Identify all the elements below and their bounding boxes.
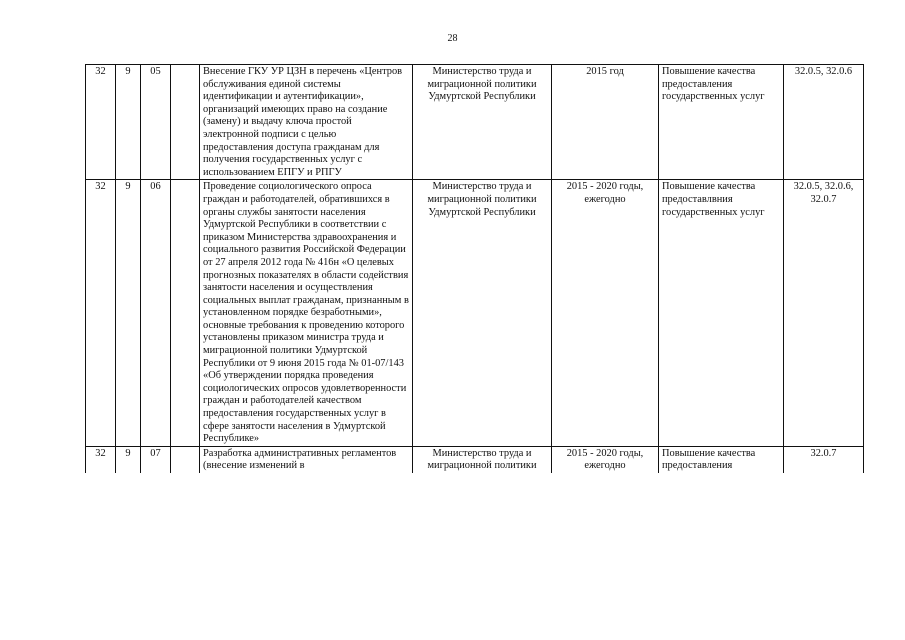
description-cell: Внесение ГКУ УР ЦЗН в перечень «Центров обслуживания единой системы идентификации и аутентификации», организаций имеющих право на создание (замену) и выдачу ключа простой электронной подписи с целью предоставления доступа гражданам для получения государственных услуг с использованием ЕПГУ и РПГУ — [200, 65, 413, 180]
code-extra-cell — [171, 180, 200, 446]
period-cell — [552, 446, 659, 473]
program-table — [85, 64, 864, 473]
code-measure-text: 07 — [150, 447, 161, 459]
result-cell: Повышение качества предоставлвния государственных услуг — [659, 180, 784, 446]
period-cell: 2015 - 2020 годы, ежегодно — [552, 180, 659, 446]
responsible-cell: Министерство труда и миграционной политики Удмуртской Республики — [413, 180, 552, 446]
period-cell: 2015 год — [552, 65, 659, 180]
code-subprogram-cell: 9 — [116, 180, 141, 446]
description-cell — [200, 446, 413, 473]
code-measure-cell: 06 — [141, 180, 171, 446]
responsible-text: Министерство труда и миграционной политики — [427, 447, 537, 472]
code-subprogram-cell — [116, 446, 141, 473]
code-extra-cell — [171, 65, 200, 180]
description-cell: Проведение социологического опроса граждан и работодателей, обратившихся в органы службы занятости населения Удмуртской Республики в соответствии с приказом Министерства здравоохранения и социального развития Российской Федерации от 27 апреля 2012 года № 416н «О целевых прогнозных показателях в области содействия занятости населения и осуществления социальных выплат гражданам, признанным в установленном порядке безработными», основные требования к проведению которого установлены приказом министра труда и миграционной политики Удмуртской Республики от 9 июня 2015 года № 01-07/143 «Об утверждении порядка проведения социологических опросов удовлетворенности граждан и работодателей качеством предоставления государственных услуг в сфере занятости населения в Удмуртской Республике» — [200, 180, 413, 446]
period-text: 2015 - 2020 годы, ежегодно — [566, 447, 644, 472]
code-program-text: 32 — [95, 447, 106, 459]
code-extra-cell — [171, 446, 200, 473]
page-number: 28 — [447, 33, 458, 44]
result-cell: Повышение качества предоставления государственных услуг — [659, 65, 784, 180]
responsible-cell: Министерство труда и миграционной политики Удмуртской Республики — [413, 65, 552, 180]
indicators-cell: 32.0.5, 32.0.6, 32.0.7 — [784, 180, 864, 446]
responsible-cell — [413, 446, 552, 473]
table-row — [86, 446, 864, 473]
code-subprogram-cell: 9 — [116, 65, 141, 180]
code-program-cell: 32 — [86, 65, 116, 180]
code-program-cell — [86, 446, 116, 473]
description-text: Разработка административных регламентов (внесение изменений в — [203, 447, 397, 472]
indicators-text: 32.0.7 — [810, 447, 837, 459]
code-subprogram-text: 9 — [125, 447, 131, 459]
indicators-cell: 32.0.5, 32.0.6 — [784, 65, 864, 180]
code-measure-cell: 05 — [141, 65, 171, 180]
table-row — [86, 180, 864, 446]
code-measure-cell — [141, 446, 171, 473]
result-text: Повышение качества предоставления — [662, 447, 756, 472]
indicators-cell — [784, 446, 864, 473]
code-program-cell: 32 — [86, 180, 116, 446]
table-row — [86, 65, 864, 180]
result-cell — [659, 446, 784, 473]
